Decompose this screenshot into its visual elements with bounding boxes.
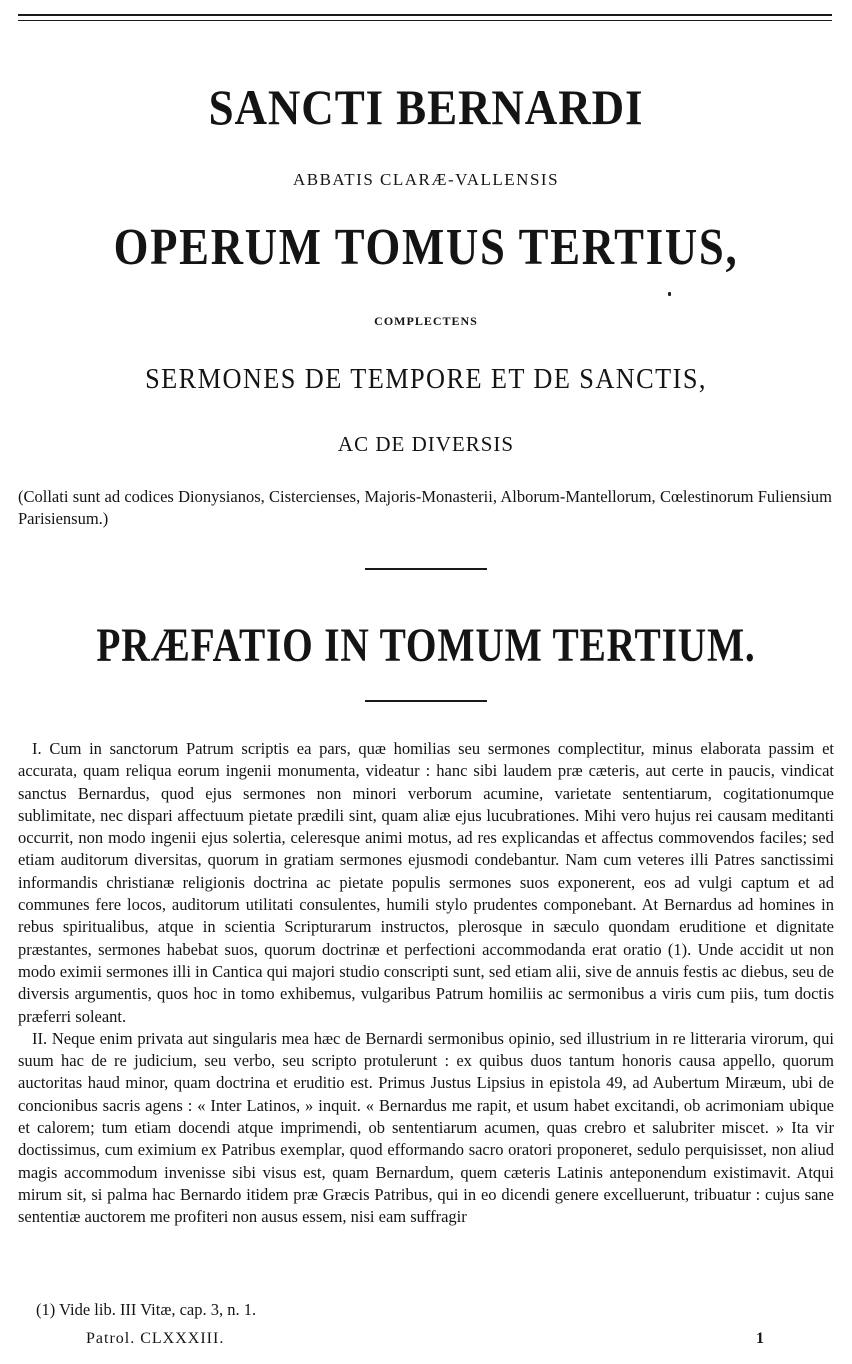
volume-title: OPERUM TOMUS TERTIUS,	[113, 219, 739, 276]
main-title: SANCTI BERNARDI	[208, 79, 644, 135]
paragraph: II. Neque enim privata aut singularis mea hæc de Bernardi sermonibus opinio, sed illustrium in re litteraria virorum, qui suum hac de re judicium, seu verbo, seu scripto protulerunt : ex quibus duos tantum honoris causa appello, quorum auctoritas haud minor, quam doctrina et eruditio est. Primus Justus Lipsius in epistola 49, ad Aubertum Miræum, ubi de concionibus sacris agens : « Inter Latinos, » inquit. « Bernardus me rapit, et usum habet excitandi, ob acrimoniam ubique et calorem; tum etiam docendi atque imprimendi, ob sententiarum acumen, quas crebro et salubriter miscet. » Ita vir doctissimus, cum eximium ex Patribus exemplar, quod efformando sacro oratori proponeret, sedulo perquisisset, non aliud magis accommodum invenisse sibi visus est, quam Bernardum, quem cæteris Latinis anteponendum existimavit. Atqui mirum sit, si palma hac Bernardo itidem præ Græcis Patribus, qui in eo dicendi genere excelluerunt, tribuatur : cujus sane sententiæ auctorem me profiteri non ausus essem, nisi eam suffragir	[18, 1028, 834, 1227]
preface-title: PRÆFATIO IN TOMUM TERTIUM.	[96, 619, 756, 672]
footnote: (1) Vide lib. III Vitæ, cap. 3, n. 1.	[36, 1300, 257, 1319]
preface-body	[18, 738, 834, 1229]
page-number: 1	[756, 1330, 764, 1347]
collation-note: (Collati sunt ad codices Dionysianos, Cistercienses, Majoris-Monasterii, Alborum-Mantellorum, Cœlestinorum Fuliensium Parisiensum.)	[18, 487, 832, 528]
top-rule	[18, 14, 832, 16]
complectens-label: COMPLECTENS	[374, 314, 478, 328]
contents-subtitle: AC DE DIVERSIS	[337, 432, 515, 456]
collection-label: Patrol. CLXXXIII.	[86, 1330, 225, 1347]
subtitle: ABBATIS CLARÆ-VALLENSIS	[292, 170, 560, 189]
ink-speck	[668, 292, 671, 296]
divider-rule	[365, 568, 487, 570]
top-rule-thin	[18, 20, 832, 21]
paragraph: I. Cum in sanctorum Patrum scriptis ea pars, quæ homilias seu sermones complectitur, minus elaborata passim et accurata, quam reliqua eorum ingenii monumenta, videatur : hanc sibi laudem præ cæteris, aut certe in paucis, vindicat sanctus Bernardus, quod ejus sermones non minori verborum acumine, varietate sententiarum, cogitationumque sublimitate, nec dispari affectuum pietate prædili sint, quam aliæ ejus lucubrationes. Mihi vero hujus rei causam meditanti occurrit, non modo ingenii ejus solertia, celeresque animi motus, ad res explicandas et affectus commovendos faciles; sed etiam auditorum diversitas, quorum in gratiam sermones ejusmodi condebantur. Nam cum veteres illi Patres sanctissimi informandis christianæ religionis doctrina ac pietate populis sermones suos exponerent, eos ad vulgi captum et ad communes fere locos, auditorum utilitati consulentes, humili stylo prudentes componebant. At Bernardus ad homines in rebus spiritualibus, atque in scientia Scripturarum instructos, plerosque in sæculo quondam eruditione et dignitate præstantes, sermones habebat suos, quorum doctrinæ et perfectioni accommodanda erat oratio (1). Unde accidit ut non modo eximii sermones illi in Cantica qui majori studio conscripti sunt, sed etiam alii, sive de annuis festis ac diebus, seu de diversis argumentis, quos hoc in tomo exhibemus, vulgaribus Patrum homiliis ac sermonibus a viris cum piis, tum doctis præferri soleant.	[18, 739, 834, 1026]
contents-title: SERMONES DE TEMPORE ET DE SANCTIS,	[145, 364, 707, 395]
divider-rule	[365, 700, 487, 702]
